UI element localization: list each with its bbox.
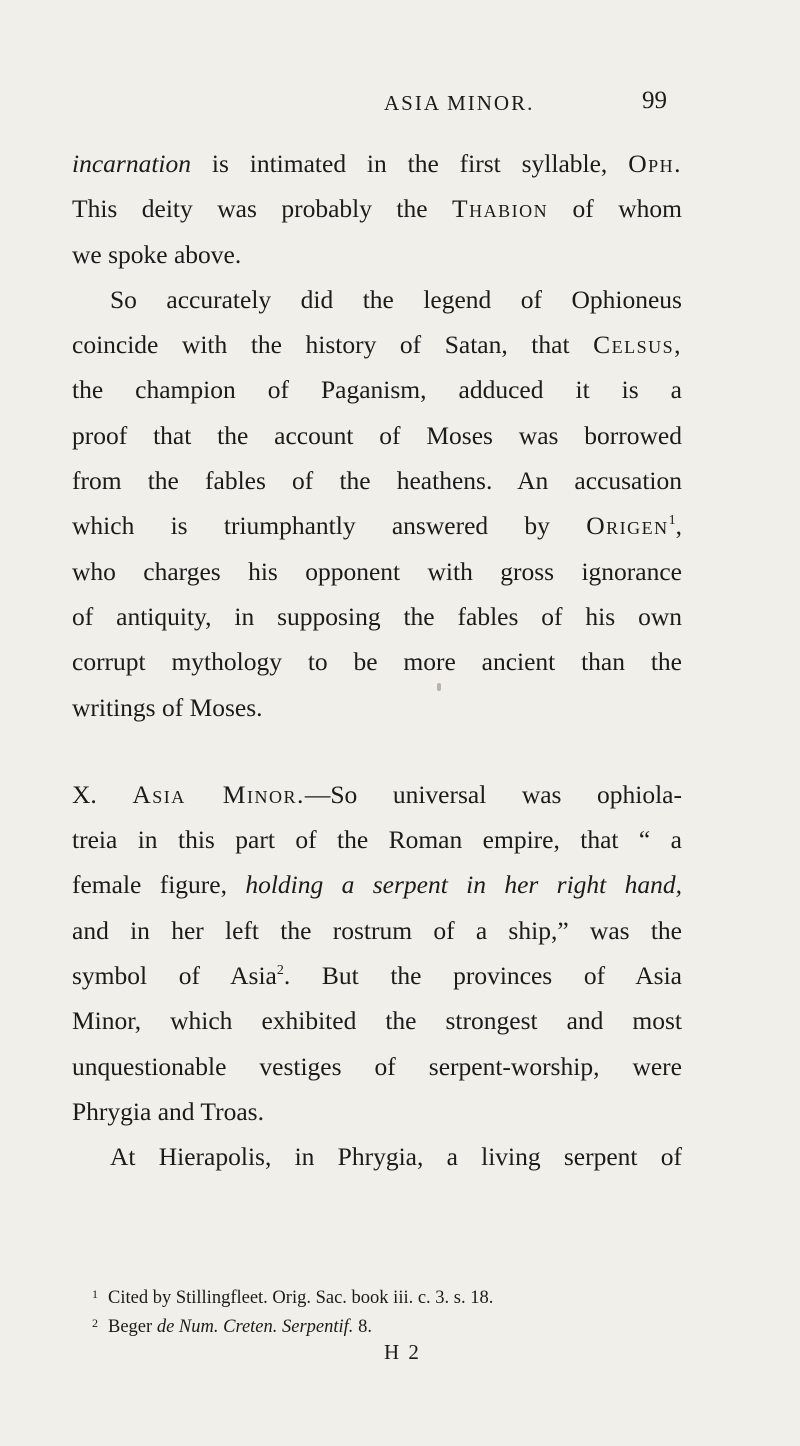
text-line: corrupt mythology to be more ancient than the bbox=[72, 647, 682, 677]
text-line bbox=[72, 186, 682, 231]
text-line bbox=[72, 322, 682, 367]
text-line: At Hierapolis, in Phrygia, a living serpent of bbox=[110, 1142, 682, 1172]
text-line: treia in this part of the Roman empire, that “ a bbox=[72, 825, 682, 855]
small-caps-name: Origen bbox=[586, 511, 669, 541]
text-line: we spoke above. bbox=[72, 239, 242, 269]
text-line: of antiquity, in supposing the fables of his own bbox=[72, 601, 682, 631]
text-run: , bbox=[675, 511, 682, 541]
footnote-ref: 2 bbox=[276, 963, 284, 979]
running-head bbox=[0, 83, 800, 119]
text-line: who charges his opponent with gross ignorance bbox=[72, 556, 682, 586]
text-line: and in her left the rostrum of a ship,” was the bbox=[72, 915, 682, 945]
text-line: unquestionable vestiges of serpent-worship, were bbox=[72, 1051, 682, 1081]
text-line: So accurately did the legend of Ophioneus bbox=[110, 284, 682, 314]
small-caps-name: Oph. bbox=[628, 149, 682, 178]
text-line: proof that the account of Moses was borrowed bbox=[72, 420, 682, 450]
small-caps-name: Celsus, bbox=[593, 330, 682, 360]
footnote-mark: 1 bbox=[92, 1287, 98, 1301]
footnote bbox=[72, 1284, 682, 1313]
footnote-italic-text: de Num. Creten. Serpentif. bbox=[156, 1317, 354, 1337]
signature-mark: H 2 bbox=[384, 1340, 421, 1364]
text-line bbox=[72, 862, 682, 907]
footnotes bbox=[72, 1284, 682, 1342]
text-run: of whom bbox=[548, 194, 682, 224]
footnote-text: 8. bbox=[353, 1317, 372, 1337]
text-line: Phrygia and Troas. bbox=[72, 1096, 264, 1126]
footnote-mark: 2 bbox=[92, 1316, 98, 1330]
text-run: coincide with the history of Satan, that bbox=[72, 330, 594, 360]
text-run: is intimated in the first syllable, bbox=[191, 149, 629, 178]
text-line: Minor, which exhibited the strongest and most bbox=[72, 1006, 682, 1036]
text-line bbox=[72, 141, 682, 186]
footnote-text: Cited by Stillingfleet. Orig. Sac. book iii. c. 3. s. 18. bbox=[108, 1288, 494, 1308]
footnote-ref: 1 bbox=[668, 513, 676, 529]
text-line bbox=[72, 953, 682, 998]
text-run: X. bbox=[72, 779, 133, 809]
text-line bbox=[72, 503, 682, 548]
footnote-text: Beger bbox=[108, 1317, 157, 1337]
section-heading: Asia Minor. bbox=[132, 779, 305, 809]
page-number: 99 bbox=[642, 87, 667, 114]
italic-text: holding a serpent in her right hand, bbox=[245, 870, 682, 900]
text-run: symbol of Asia bbox=[72, 961, 277, 991]
text-line bbox=[72, 772, 682, 817]
running-title: ASIA MINOR. bbox=[384, 91, 535, 115]
text-line: the champion of Paganism, adduced it is a bbox=[72, 375, 682, 405]
text-run: which is triumphantly answered by bbox=[72, 511, 587, 541]
paper-speck bbox=[437, 683, 441, 691]
text-run: female figure, bbox=[72, 870, 246, 900]
text-line: from the fables of the heathens. An accusation bbox=[72, 466, 682, 496]
section-gap bbox=[72, 730, 682, 772]
text-run: This deity was probably the bbox=[72, 194, 453, 224]
small-caps-name: Thabion bbox=[452, 194, 549, 224]
italic-text: incarnation bbox=[72, 149, 191, 178]
text-run: —So universal was ophiola- bbox=[304, 779, 682, 809]
footnote bbox=[72, 1313, 682, 1342]
body-text bbox=[72, 141, 682, 1180]
text-run: . But the provinces of Asia bbox=[283, 961, 682, 991]
text-line: writings of Moses. bbox=[72, 692, 263, 722]
